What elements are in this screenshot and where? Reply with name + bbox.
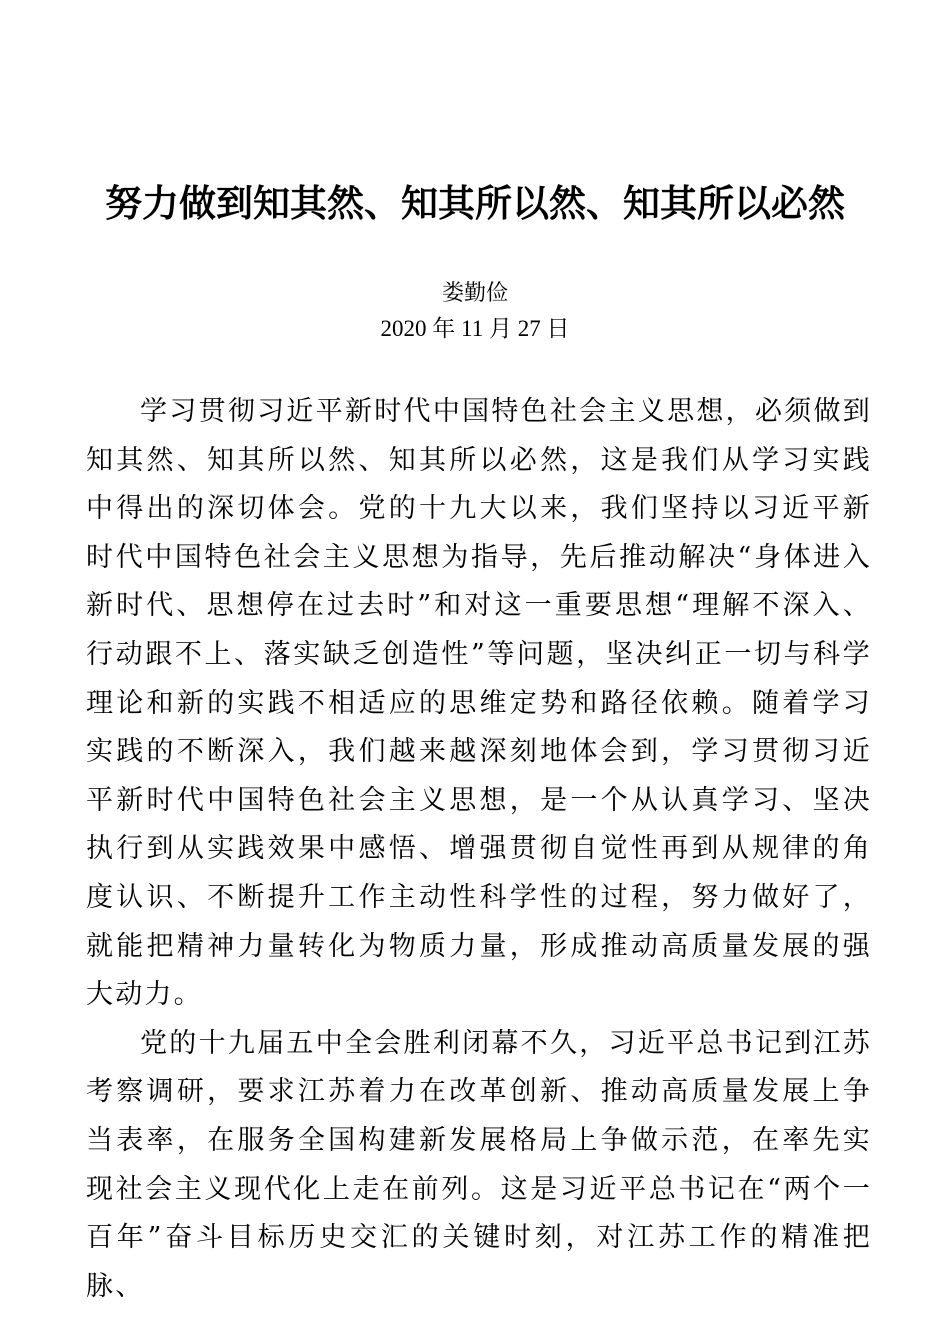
document-body <box>86 388 872 1311</box>
document-title: 努力做到知其然、知其所以然、知其所以必然 <box>105 181 845 225</box>
document-date: 2020 年 11 月 27 日 <box>380 316 570 341</box>
body-paragraph: 党的十九届五中全会胜利闭幕不久，习近平总书记到江苏考察调研，要求江苏着力在改革创新、推动高质量发展上争当表率，在服务全国构建新发展格局上争做示范，在率先实现社会主义现代化上走在前列。这是习近平总书记在“两个一百年”奋斗目标历史交汇的关键时刻，对江苏工作的精准把脉、 <box>86 1027 872 1302</box>
body-paragraph: 学习贯彻习近平新时代中国特色社会主义思想，必须做到知其然、知其所以然、知其所以必然，这是我们从学习实践中得出的深切体会。党的十九大以来，我们坚持以习近平新时代中国特色社会主义思想为指导，先后推动解决“身体进入新时代、思想停在过去时”和对这一重要思想“理解不深入、行动跟不上、落实缺乏创造性”等问题，坚决纠正一切与科学理论和新的实践不相适应的思维定势和路径依赖。随着学习实践的不断深入，我们越来越深刻地体会到，学习贯彻习近平新时代中国特色社会主义思想，是一个从认真学习、坚决执行到从实践效果中感悟、增强贯彻自觉性再到从规律的角度认识、不断提升工作主动性科学性的过程，努力做好了，就能把精神力量转化为物质力量，形成推动高质量发展的强大动力。 <box>86 396 872 1011</box>
document-author: 娄勤俭 <box>441 281 508 306</box>
